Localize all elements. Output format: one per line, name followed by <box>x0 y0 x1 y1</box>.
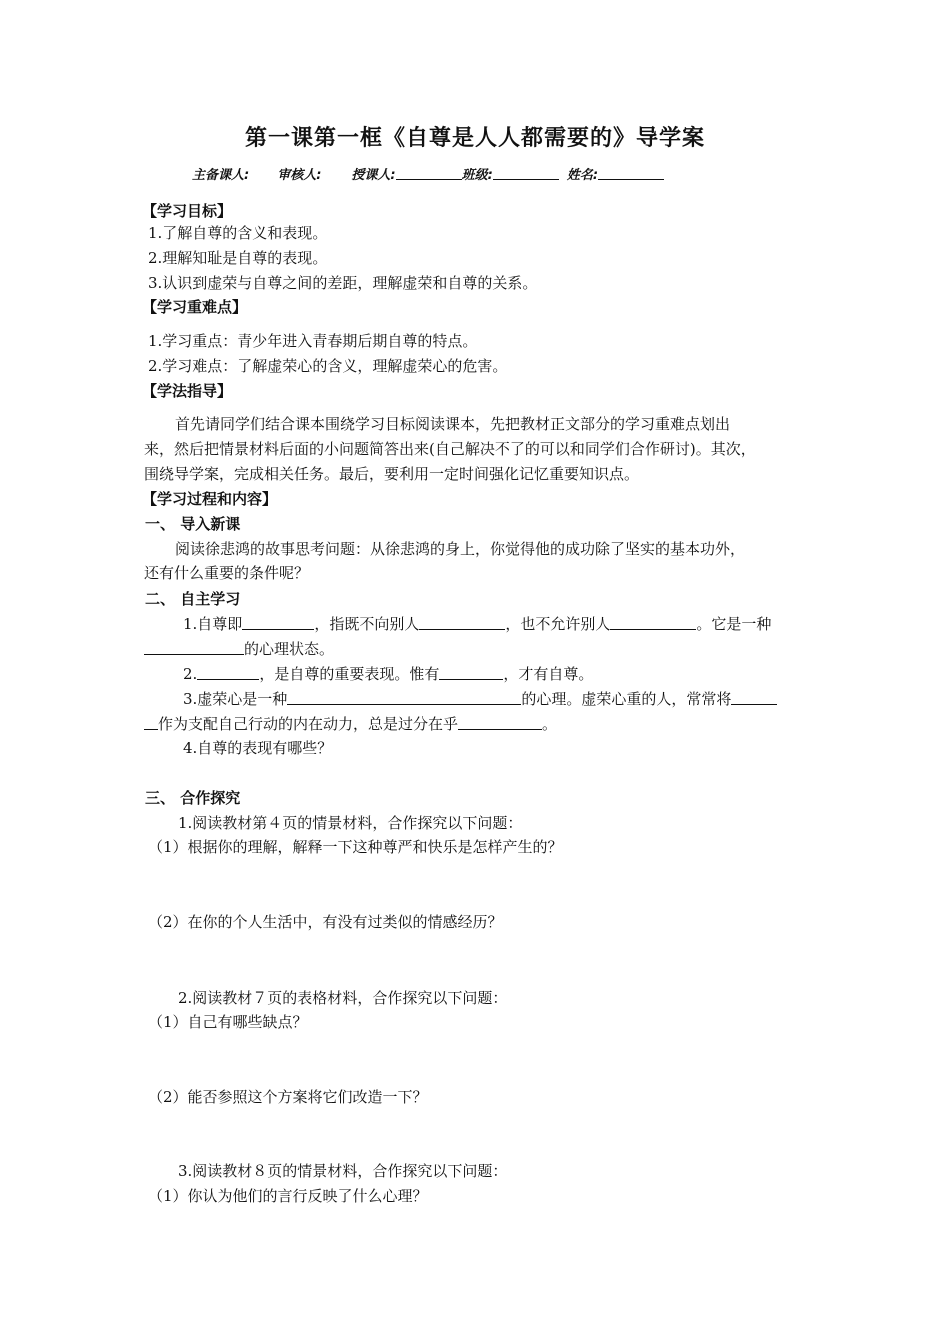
q3-blank-2[interactable] <box>731 692 777 705</box>
self-study-q3-cont <box>144 714 557 734</box>
q3-text-c: 作为支配自己行动的内在动力，总是过分在乎 <box>158 715 459 733</box>
self-study-q1-cont <box>144 639 334 659</box>
self-study-heading: 二、 自主学习 <box>145 590 241 608</box>
q1-text-b: ，指既不向别人 <box>314 615 420 633</box>
class-label: 班级: <box>461 168 493 183</box>
q1-text-c: ，也不允许别人 <box>505 615 611 633</box>
key-points-heading: 【学习重难点】 <box>142 298 248 316</box>
q1-blank-1[interactable] <box>242 617 314 630</box>
objective-item: 1.了解自尊的含义和表现。 <box>148 224 328 242</box>
q2-blank-1[interactable] <box>197 667 259 680</box>
q3-blank-3[interactable] <box>458 717 542 730</box>
key-point-item: 1.学习重点：青少年进入青春期后期自尊的特点。 <box>148 332 478 350</box>
q2-text-b: ，是自尊的重要表现。惟有 <box>259 665 440 683</box>
author-label: 主备课人: <box>192 168 250 183</box>
q1-text-e: 的心理状态。 <box>244 640 335 658</box>
reviewer-label: 审核人: <box>277 168 322 183</box>
page-title: 第一课第一框《自尊是人人都需要的》导学案 <box>244 126 705 151</box>
q1-text-a: 1.自尊即 <box>183 615 243 633</box>
header-fields <box>192 164 664 183</box>
name-blank[interactable] <box>598 167 664 180</box>
task-3-question-1: （1）你认为他们的言行反映了什么心理？ <box>148 1187 428 1205</box>
task-2: 2.阅读教材７页的表格材料，合作探究以下问题： <box>178 989 508 1007</box>
q1-blank-2[interactable] <box>419 617 505 630</box>
self-study-q2 <box>183 664 593 684</box>
method-line: 首先请同学们结合课本围绕学习目标阅读课本，先把教材正文部分的学习重难点划出 <box>175 415 731 433</box>
cooperate-heading: 三、 合作探究 <box>145 789 241 807</box>
key-point-item: 2.学习难点：了解虚荣心的含义，理解虚荣心的危害。 <box>148 357 508 375</box>
self-study-q3 <box>183 689 777 709</box>
q2-text-c: ，才有自尊。 <box>503 665 594 683</box>
self-study-q1 <box>183 614 771 634</box>
name-label: 姓名: <box>566 168 599 183</box>
q3-text-b: 的心理。虚荣心重的人，常常将 <box>521 690 732 708</box>
task-1-question-2: （2）在你的个人生活中，有没有过类似的情感经历？ <box>148 913 503 931</box>
intro-line: 还有什么重要的条件呢？ <box>144 564 310 582</box>
q2-text-a: 2. <box>183 665 198 683</box>
intro-line: 阅读徐悲鸿的故事思考问题：从徐悲鸿的身上，你觉得他的成功除了坚实的基本功外， <box>175 540 746 558</box>
teacher-label: 授课人: <box>351 168 396 183</box>
intro-heading: 一、 导入新课 <box>145 515 241 533</box>
task-2-question-1: （1）自己有哪些缺点？ <box>148 1013 308 1031</box>
process-heading: 【学习过程和内容】 <box>142 490 278 508</box>
method-line: 围绕导学案，完成相关任务。最后，要利用一定时间强化记忆重要知识点。 <box>144 465 640 483</box>
q3-text-d: 。 <box>542 715 558 733</box>
task-1: 1.阅读教材第４页的情景材料，合作探究以下问题： <box>178 814 523 832</box>
q3-text-a: 3.虚荣心是一种 <box>183 690 288 708</box>
task-2-question-2: （2）能否参照这个方案将它们改造一下？ <box>148 1088 428 1106</box>
objective-item: 2.理解知耻是自尊的表现。 <box>148 249 328 267</box>
task-1-question-1: （1）根据你的理解，解释一下这种尊严和快乐是怎样产生的？ <box>148 838 563 856</box>
task-3: 3.阅读教材８页的情景材料，合作探究以下问题： <box>178 1162 508 1180</box>
q2-blank-2[interactable] <box>439 667 503 680</box>
q1-blank-4[interactable] <box>144 642 244 655</box>
method-line: 来，然后把情景材料后面的小问题简答出来(自己解决不了的可以和同学们合作研讨)。其次， <box>144 440 756 458</box>
q3-blank-2b[interactable] <box>144 717 158 730</box>
objective-item: 3.认识到虚荣与自尊之间的差距，理解虚荣和自尊的关系。 <box>148 274 538 292</box>
q3-blank-1[interactable] <box>287 692 521 705</box>
teacher-blank[interactable] <box>396 167 462 180</box>
class-blank[interactable] <box>493 167 559 180</box>
objectives-heading: 【学习目标】 <box>142 202 233 220</box>
self-study-q4: 4.自尊的表现有哪些？ <box>183 739 333 757</box>
q1-blank-3[interactable] <box>610 617 696 630</box>
method-heading: 【学法指导】 <box>142 382 233 400</box>
q1-text-d: 。它是一种 <box>696 615 772 633</box>
